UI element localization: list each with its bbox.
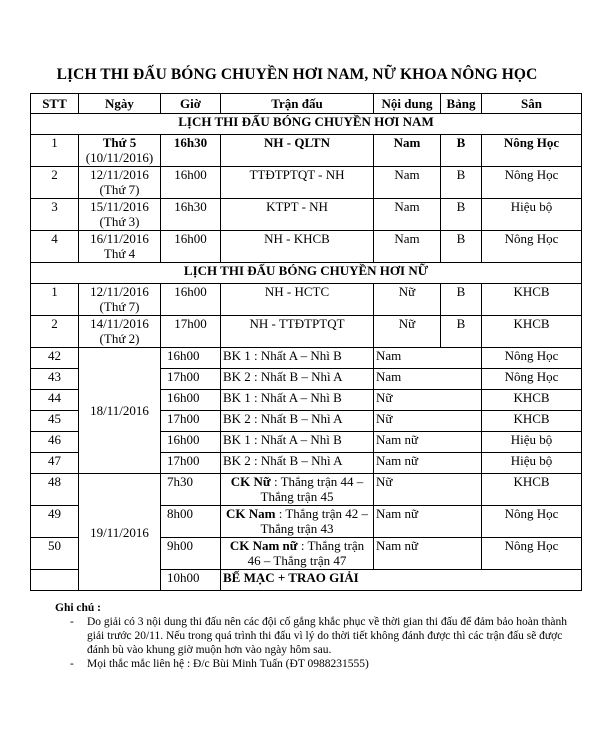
weekday-text: (Thứ 7) [99, 299, 140, 314]
time-cell: 16h00 [161, 167, 221, 199]
group-cell: B [441, 167, 482, 199]
content-cell: Nam nữ [374, 432, 482, 453]
content-cell: Nữ [374, 411, 482, 432]
stt-cell: 4 [31, 231, 79, 263]
content-cell: Nữ [374, 316, 441, 348]
group-cell: B [441, 135, 482, 167]
date-text: (10/11/2016) [85, 150, 154, 165]
date-cell [79, 167, 161, 199]
time-cell: 16h00 [161, 231, 221, 263]
content-cell: Nam nữ [374, 453, 482, 474]
table-row [31, 474, 582, 506]
date-text: 14/11/2016 [90, 316, 149, 331]
time-cell: 9h00 [161, 538, 221, 570]
match-cell: TTĐTPTQT - NH [221, 167, 374, 199]
section-row-women [31, 263, 582, 284]
col-header-stt: STT [31, 94, 79, 114]
header-row [31, 94, 582, 114]
col-header-content: Nội dung [374, 94, 441, 114]
date-cell-merged: 18/11/2016 [79, 348, 161, 474]
date-cell [79, 316, 161, 348]
notes-heading: Ghi chú : [55, 602, 102, 614]
match-detail: : Thắng trận 42 – Thắng trận 43 [260, 506, 369, 536]
weekday-text: (Thứ 2) [99, 331, 140, 346]
time-cell: 17h00 [161, 369, 221, 390]
stt-cell: 1 [31, 135, 79, 167]
venue-cell: Nông Học [482, 506, 582, 538]
group-cell: B [441, 284, 482, 316]
time-cell: 16h30 [161, 199, 221, 231]
content-cell: Nam [374, 369, 482, 390]
time-cell: 16h00 [161, 432, 221, 453]
stt-cell: 48 [31, 474, 79, 506]
table-row [31, 135, 582, 167]
match-cell [221, 538, 374, 570]
weekday-text: Thứ 4 [103, 246, 136, 261]
group-cell: B [441, 231, 482, 263]
time-cell: 8h00 [161, 506, 221, 538]
table-row [31, 231, 582, 263]
match-cell: BK 2 : Nhất B – Nhì A [221, 369, 374, 390]
stt-cell: 45 [31, 411, 79, 432]
venue-cell: Hiệu bộ [482, 199, 582, 231]
content-cell: Nam [374, 231, 441, 263]
bullet-dash: - [70, 658, 74, 670]
date-cell-merged: 19/11/2016 [79, 474, 161, 591]
venue-cell: Nông Học [482, 348, 582, 369]
content-cell: Nữ [374, 390, 482, 411]
stt-cell: 2 [31, 316, 79, 348]
content-cell: Nữ [374, 474, 482, 506]
content-cell: Nữ [374, 284, 441, 316]
match-cell: NH - HCTC [221, 284, 374, 316]
schedule-table [30, 93, 582, 591]
stt-cell: 46 [31, 432, 79, 453]
table-row [31, 348, 582, 369]
time-cell: 16h00 [161, 390, 221, 411]
time-cell: 17h00 [161, 316, 221, 348]
date-text: 12/11/2016 [90, 284, 149, 299]
weekday-text: (Thứ 7) [99, 182, 140, 197]
group-cell: B [441, 199, 482, 231]
match-detail: : Thắng trận 44 – Thắng trận 45 [260, 474, 364, 504]
section-title-women: LỊCH THI ĐẤU BÓNG CHUYỀN HƠI NỮ [31, 263, 582, 284]
venue-cell: Nông Học [482, 167, 582, 199]
match-cell [221, 506, 374, 538]
stt-cell: 44 [31, 390, 79, 411]
col-header-time: Giờ [161, 94, 221, 114]
date-cell [79, 284, 161, 316]
table-row [31, 316, 582, 348]
match-cell: BK 2 : Nhất B – Nhì A [221, 411, 374, 432]
venue-cell: KHCB [482, 316, 582, 348]
table-row [31, 199, 582, 231]
content-cell: Nam nữ [374, 538, 482, 570]
match-cell: NH - QLTN [221, 135, 374, 167]
venue-cell: KHCB [482, 411, 582, 432]
venue-cell: Nông Học [482, 369, 582, 390]
venue-cell: KHCB [482, 474, 582, 506]
venue-cell: KHCB [482, 284, 582, 316]
stt-cell: 3 [31, 199, 79, 231]
date-cell [79, 231, 161, 263]
col-header-match: Trận đấu [221, 94, 374, 114]
content-cell: Nam nữ [374, 506, 482, 538]
match-title: CK Nữ [230, 474, 271, 489]
match-cell: NH - KHCB [221, 231, 374, 263]
time-cell: 16h00 [161, 284, 221, 316]
date-text: 12/11/2016 [90, 167, 149, 182]
match-cell: BK 1 : Nhất A – Nhì B [221, 432, 374, 453]
time-cell: 7h30 [161, 474, 221, 506]
stt-cell: 2 [31, 167, 79, 199]
date-text: 16/11/2016 [90, 231, 149, 246]
note-text: Do giải có 3 nội dung thi đấu nên các đội cố gắng khắc phục về thời gian thi đấu để đảm bảo hoàn thành giải trước 20/11. Nếu trong quá trình thi đấu vì lý do thời tiết không đánh được thì các trận đấu sẽ được đánh bù vào khung giờ muộn hơn vào ngày hôm sau. [87, 616, 568, 656]
table-row [31, 284, 582, 316]
stt-cell: 1 [31, 284, 79, 316]
note-text: Mọi thắc mắc liên hệ : Đ/c Bùi Minh Tuấn (ĐT 0988231555) [87, 658, 369, 670]
venue-cell: Nông Học [482, 538, 582, 570]
match-detail: : Thắng trận 46 – Thắng trận 47 [247, 538, 365, 568]
col-header-group: Bảng [441, 94, 482, 114]
match-title: CK Nam [225, 506, 276, 521]
time-cell: 17h00 [161, 411, 221, 432]
closing-ceremony-cell: BẾ MẠC + TRAO GIẢI [221, 570, 582, 591]
time-cell: 17h00 [161, 453, 221, 474]
weekday-text: Thứ 5 [102, 135, 137, 150]
venue-cell: Nông Học [482, 231, 582, 263]
time-cell: 16h30 [161, 135, 221, 167]
match-cell: NH - TTĐTPTQT [221, 316, 374, 348]
time-cell: 16h00 [161, 348, 221, 369]
match-cell: BK 2 : Nhất B – Nhì A [221, 453, 374, 474]
venue-cell: KHCB [482, 390, 582, 411]
time-cell: 10h00 [161, 570, 221, 591]
stt-cell [31, 570, 79, 591]
stt-cell: 47 [31, 453, 79, 474]
match-cell: BK 1 : Nhất A – Nhì B [221, 390, 374, 411]
col-header-venue: Sân [482, 94, 582, 114]
table-row [31, 167, 582, 199]
venue-cell: Hiệu bộ [482, 453, 582, 474]
date-text: 15/11/2016 [90, 199, 149, 214]
bullet-dash: - [70, 616, 74, 628]
note-item [30, 615, 581, 657]
stt-cell: 50 [31, 538, 79, 570]
content-cell: Nam [374, 167, 441, 199]
page-title: LỊCH THI ĐẤU BÓNG CHUYỀN HƠI NAM, NỮ KHOA NÔNG HỌC [56, 66, 538, 83]
weekday-text: (Thứ 3) [99, 214, 140, 229]
stt-cell: 43 [31, 369, 79, 390]
section-title-men: LỊCH THI ĐẤU BÓNG CHUYỀN HƠI NAM [31, 114, 582, 135]
match-cell: KTPT - NH [221, 199, 374, 231]
stt-cell: 42 [31, 348, 79, 369]
match-title: CK Nam nữ [229, 538, 298, 553]
content-cell: Nam [374, 199, 441, 231]
section-row-men [31, 114, 582, 135]
content-cell: Nam [374, 348, 482, 369]
note-item [30, 657, 581, 671]
stt-cell: 49 [31, 506, 79, 538]
notes-section [30, 601, 581, 671]
match-cell [221, 474, 374, 506]
col-header-date: Ngày [79, 94, 161, 114]
venue-cell: Nông Học [482, 135, 582, 167]
group-cell: B [441, 316, 482, 348]
date-cell [79, 199, 161, 231]
content-cell: Nam [374, 135, 441, 167]
match-cell: BK 1 : Nhất A – Nhì B [221, 348, 374, 369]
venue-cell: Hiệu bộ [482, 432, 582, 453]
date-cell [79, 135, 161, 167]
